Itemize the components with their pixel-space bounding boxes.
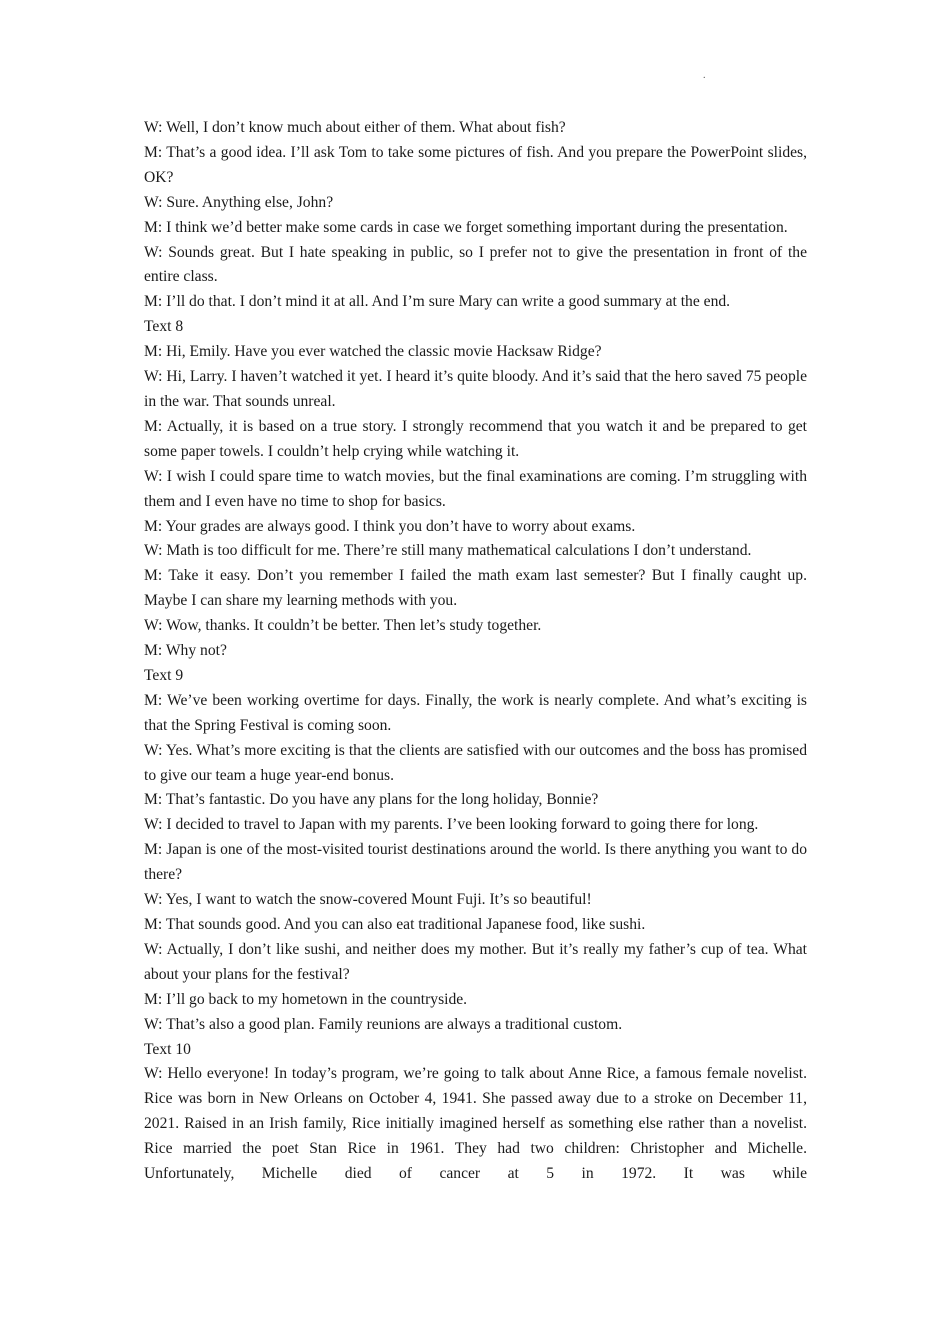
dialogue-paragraph: M: Hi, Emily. Have you ever watched the classic movie Hacksaw Ridge? bbox=[144, 343, 602, 361]
dialogue-paragraph: W: That’s also a good plan. Family reunions are always a traditional custom. bbox=[144, 1015, 623, 1033]
dialogue-paragraph: M: That’s fantastic. Do you have any plans for the long holiday, Bonnie? bbox=[144, 791, 599, 809]
dialogue-paragraph: W: Well, I don’t know much about either of them. What about fish? bbox=[144, 119, 566, 136]
dialogue-paragraph: M: I’ll do that. I don’t mind it at all. And I’m sure Mary can write a good summary at the end. bbox=[144, 293, 731, 311]
dialogue-paragraph: M: That’s a good idea. I’ll ask Tom to take some pictures of fish. And you prepare the PowerPoint slides, OK? bbox=[144, 143, 807, 186]
dialogue-paragraph: M: Your grades are always good. I think you don’t have to worry about exams. bbox=[144, 517, 636, 535]
dialogue-paragraph: W: Math is too difficult for me. There’re still many mathematical calculations I don’t understand. bbox=[144, 542, 752, 560]
document-body bbox=[144, 116, 807, 1187]
dialogue-paragraph: W: Sounds great. But I hate speaking in public, so I prefer not to give the presentation in front of the entire class. bbox=[144, 243, 807, 286]
dialogue-paragraph: M: Why not? bbox=[144, 642, 227, 660]
dialogue-paragraph: M: That sounds good. And you can also eat traditional Japanese food, like sushi. bbox=[144, 916, 646, 933]
header-mark: . bbox=[703, 70, 706, 81]
dialogue-paragraph: W: Sure. Anything else, John? bbox=[144, 193, 334, 211]
section-heading: Text 8 bbox=[144, 318, 184, 336]
dialogue-paragraph: M: Actually, it is based on a true story. I strongly recommend that you watch it and be prepared to get some paper towels. I couldn’t help crying while watching it. bbox=[144, 417, 807, 460]
dialogue-paragraph: W: Hi, Larry. I haven’t watched it yet. I heard it’s quite bloody. And it’s said that the hero saved 75 people in the war. That sounds unreal. bbox=[144, 368, 807, 410]
section-heading: Text 9 bbox=[144, 666, 184, 684]
dialogue-paragraph: M: We’ve been working overtime for days. Finally, the work is nearly complete. And what’s exciting is that the Spring Festival is coming soon. bbox=[144, 691, 807, 734]
dialogue-paragraph: M: I think we’d better make some cards in case we forget something important during the presentation. bbox=[144, 218, 788, 236]
dialogue-paragraph: W: Yes. What’s more exciting is that the clients are satisfied with our outcomes and the boss has promised to give our team a huge year-end bonus. bbox=[144, 741, 807, 784]
dialogue-paragraph: W: I wish I could spare time to watch movies, but the final examinations are coming. I’m struggling with them and I even have no time to shop for basics. bbox=[144, 467, 807, 510]
dialogue-paragraph: W: Hello everyone! In today’s program, we’re going to talk about Anne Rice, a famous female novelist. Rice was born in New Orleans on October 4, 1941. She passed away due to a stroke on December 11, 2021. Raised in an Irish family, Rice initially imagined herself as something else rather than a novelist. Rice married the poet Stan Rice in 1961. They had two children: Christopher and Michelle. Unfortunately, Michelle died of cancer at 5 in 1972. It was while bbox=[144, 1065, 807, 1183]
dialogue-paragraph: W: Actually, I don’t like sushi, and neither does my mother. But it’s really my father’s cup of tea. What about your plans for the festival? bbox=[144, 940, 807, 983]
dialogue-paragraph: W: Wow, thanks. It couldn’t be better. Then let’s study together. bbox=[144, 617, 542, 635]
dialogue-paragraph: M: Japan is one of the most-visited tourist destinations around the world. Is there anything you want to do there? bbox=[144, 841, 807, 884]
section-heading: Text 10 bbox=[144, 1040, 191, 1058]
dialogue-paragraph: W: Yes, I want to watch the snow-covered Mount Fuji. It’s so beautiful! bbox=[144, 891, 592, 909]
dialogue-paragraph: W: I decided to travel to Japan with my parents. I’ve been looking forward to going there for long. bbox=[144, 816, 759, 834]
dialogue-paragraph: M: Take it easy. Don’t you remember I failed the math exam last semester? But I finally caught up. Maybe I can share my learning methods with you. bbox=[144, 567, 807, 610]
dialogue-paragraph: M: I’ll go back to my hometown in the countryside. bbox=[144, 990, 468, 1008]
